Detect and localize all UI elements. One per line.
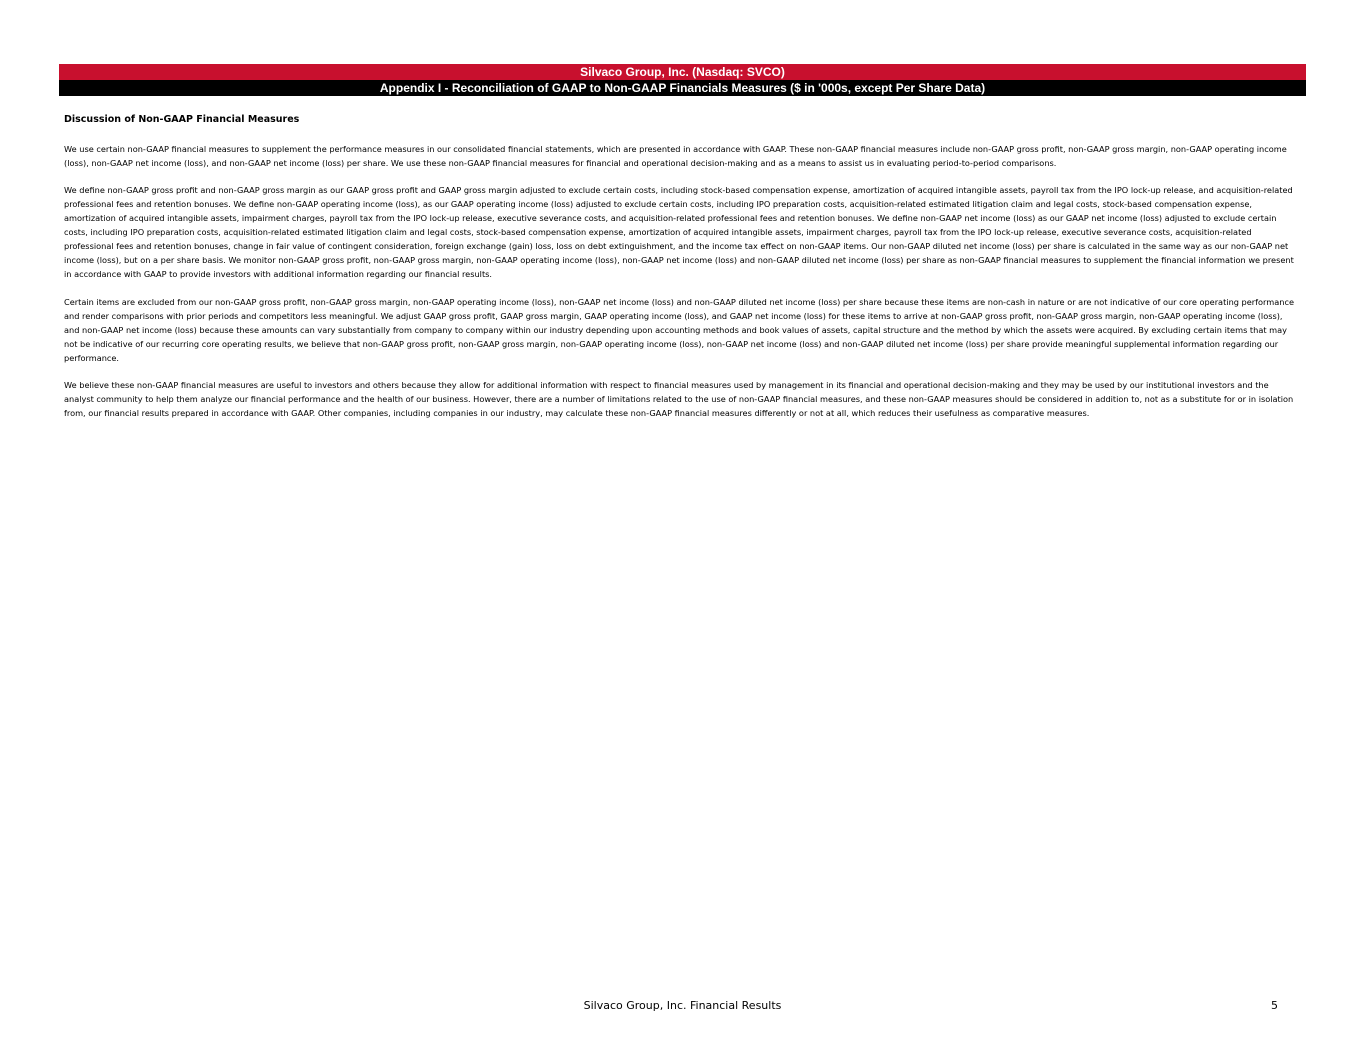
company-banner: Silvaco Group, Inc. (Nasdaq: SVCO) [59,64,1306,80]
section-heading: Discussion of Non-GAAP Financial Measures [64,114,300,125]
footer-title: Silvaco Group, Inc. Financial Results [583,999,782,1012]
paragraph-usefulness-limitations: We believe these non-GAAP financial measures are useful to investors and others because they allow for additional information with respect to financial measures used by management in its financial and operational decision-making and they may be used by our institutional investors and the analyst community to help them analyze our financial performance and the health of our business. However, there are a number of limitations related to the use of non-GAAP financial measures, and these non-GAAP measures should be considered in addition to, not as a substitute for or in isolation from, our financial results prepared in accordance with GAAP. Other companies, including companies in our industry, may calculate these non-GAAP financial measures differently or not at all, which reduces their usefulness as comparative measures. [64,380,1294,418]
appendix-banner: Appendix I - Reconciliation of GAAP to Non-GAAP Financials Measures ($ in '000s, except Per Share Data) [59,80,1306,96]
paragraph-excluded-items: Certain items are excluded from our non-GAAP gross profit, non-GAAP gross margin, non-GAAP operating income (loss), non-GAAP net income (loss) and non-GAAP diluted net income (loss) per share because these items are non-cash in nature or are not indicative of our core operating performance and render comparisons with prior periods and competitors less meaningful. We adjust GAAP gross profit, GAAP gross margin, GAAP operating income (loss), and GAAP net income (loss) for these items to arrive at non-GAAP gross profit, non-GAAP gross margin, non-GAAP operating income (loss), and non-GAAP net income (loss) because these amounts can vary substantially from company to company within our industry depending upon accounting methods and book values of assets, capital structure and the method by which the assets were acquired. By excluding certain items that may not be indicative of our recurring core operating results, we believe that non-GAAP gross profit, non-GAAP gross margin, non-GAAP operating income (loss), non-GAAP net income (loss) and non-GAAP diluted net income (loss) per share provide meaningful supplemental information regarding our performance. [64,297,1294,363]
paragraph-non-gaap-usage: We use certain non-GAAP financial measures to supplement the performance measures in our consolidated financial statements, which are presented in accordance with GAAP. These non-GAAP financial measures include non-GAAP gross profit, non-GAAP gross margin, non-GAAP operating income (loss), non-GAAP net income (loss), and non-GAAP net income (loss) per share. We use these non-GAAP financial measures for financial and operational decision-making and as a means to assist us in evaluating period-to-period comparisons. [64,144,1287,168]
page-number: 5 [1271,999,1278,1012]
paragraph-non-gaap-definitions: We define non-GAAP gross profit and non-GAAP gross margin as our GAAP gross profit and GAAP gross margin adjusted to exclude certain costs, including stock-based compensation expense, amortization of acquired intangible assets, payroll tax from the IPO lock-up release, and acquisition-related professional fees and retention bonuses. We define non-GAAP operating income (loss), as our GAAP operating income (loss) adjusted to exclude certain costs, including IPO preparation costs, acquisition-related estimated litigation claim and legal costs, stock-based compensation expense, amortization of acquired intangible assets, impairment charges, payroll tax from the IPO lock-up release, executive severance costs, and acquisition-related professional fees and retention bonuses. We define non-GAAP net income (loss) as our GAAP net income (loss) adjusted to exclude certain costs, including IPO preparation costs, acquisition-related estimated litigation claim and legal costs, stock-based compensation expense, amortization of acquired intangible assets, impairment charges, payroll tax from the IPO lock-up release, executive severance costs, acquisition-related professional fees and retention bonuses, change in fair value of contingent consideration, foreign exchange (gain) loss, loss on debt extinguishment, and the income tax effect on non-GAAP items. Our non-GAAP diluted net income (loss) per share is calculated in the same way as our non-GAAP net income (loss), but on a per share basis. We monitor non-GAAP gross profit, non-GAAP gross margin, non-GAAP operating income (loss), non-GAAP net income (loss) and non-GAAP diluted net income (loss) per share as non-GAAP financial measures to supplement the financial information we present in accordance with GAAP to provide investors with additional information regarding our financial results. [64,185,1294,279]
